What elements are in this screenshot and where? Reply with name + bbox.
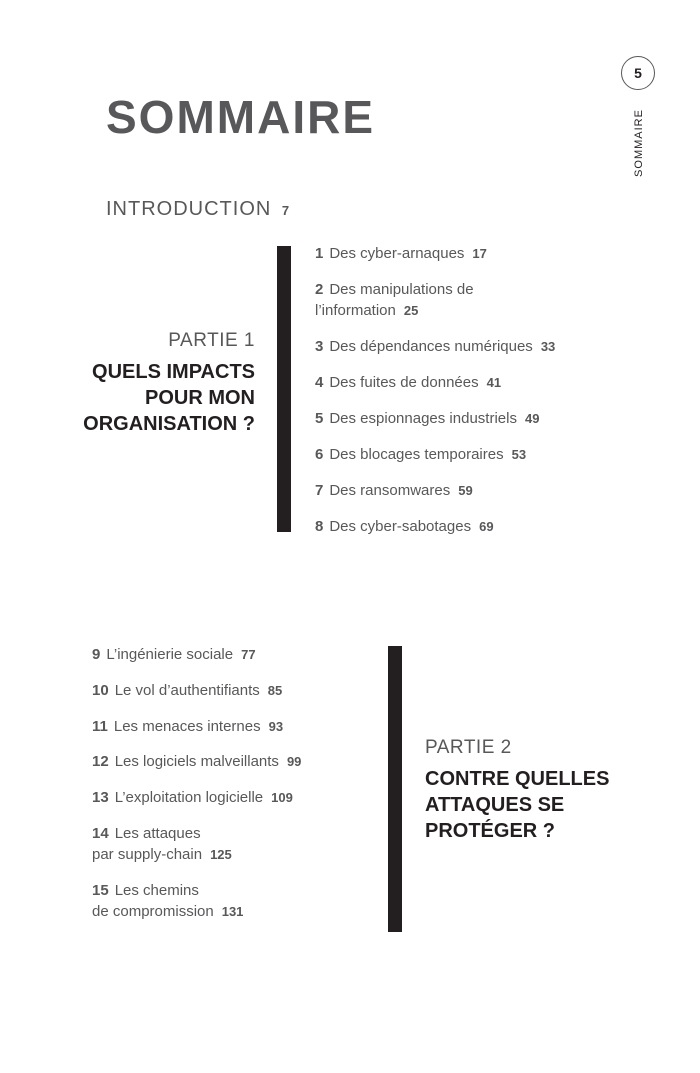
chapter-number: 5 (315, 410, 324, 427)
part1-divider-bar (277, 246, 291, 532)
chapter-page: 125 (210, 847, 232, 862)
chapter-title: Des fuites de données (329, 374, 479, 391)
toc-chapter-10[interactable] (92, 680, 282, 701)
part1-title-line: POUR MON (145, 386, 255, 409)
chapter-title-line: Les attaques (114, 825, 201, 842)
chapter-number: 10 (92, 682, 109, 699)
chapter-page: 25 (403, 303, 419, 318)
chapter-page: 53 (511, 447, 527, 462)
chapter-title-line: par supply-chain (92, 846, 203, 863)
chapter-number: 4 (315, 374, 324, 391)
part2-title-line: ATTAQUES SE (425, 793, 565, 816)
chapter-number: 7 (315, 482, 324, 499)
part2-title (425, 766, 665, 844)
chapter-number: 9 (92, 646, 101, 663)
page-number: 5 (621, 56, 655, 90)
toc-chapter-7[interactable] (315, 480, 473, 501)
toc-chapter-1[interactable] (315, 243, 487, 264)
toc-chapter-2[interactable] (315, 279, 474, 321)
chapter-title: Des cyber-arnaques (329, 245, 465, 262)
introduction-page: 7 (281, 203, 291, 218)
part1-title (15, 359, 255, 437)
part2-divider-bar (388, 646, 402, 932)
chapter-page: 33 (540, 339, 556, 354)
chapter-title: Les logiciels malveillants (114, 753, 279, 770)
chapter-number: 11 (92, 718, 108, 735)
chapter-title: Les menaces internes (113, 718, 261, 735)
introduction-label: INTRODUCTION (106, 198, 272, 220)
chapter-title: Des espionnages industriels (329, 410, 517, 427)
chapter-title: Des ransomwares (329, 482, 451, 499)
chapter-number: 15 (92, 882, 109, 899)
chapter-number: 1 (315, 245, 324, 262)
chapter-page: 69 (479, 519, 494, 534)
chapter-page: 109 (271, 790, 293, 805)
chapter-title-line: Les chemins (114, 882, 199, 899)
chapter-title: Des dépendances numériques (329, 338, 533, 355)
chapter-page: 41 (486, 375, 502, 390)
chapter-page: 131 (221, 904, 244, 919)
chapter-page: 59 (458, 483, 473, 498)
side-running-header: SOMMAIRE (633, 109, 645, 177)
chapter-title-line: Des manipulations de (329, 281, 474, 298)
toc-chapter-13[interactable] (92, 787, 293, 808)
chapter-number: 14 (92, 825, 109, 842)
toc-introduction[interactable] (106, 198, 290, 221)
part2-title-line: CONTRE QUELLES (425, 767, 610, 790)
toc-chapter-9[interactable] (92, 644, 256, 665)
toc-chapter-14[interactable] (92, 823, 232, 865)
toc-chapter-5[interactable] (315, 408, 539, 429)
chapter-number: 6 (315, 446, 324, 463)
toc-chapter-12[interactable] (92, 751, 301, 772)
chapter-page: 85 (267, 683, 283, 698)
part2-label: PARTIE 2 (425, 737, 512, 758)
toc-chapter-8[interactable] (315, 516, 494, 537)
chapter-title: L’exploitation logicielle (114, 789, 264, 806)
part2-heading (425, 737, 665, 844)
chapter-number: 3 (315, 338, 324, 355)
chapter-page: 77 (241, 647, 256, 662)
part1-label: PARTIE 1 (168, 330, 255, 351)
chapter-number: 2 (315, 281, 324, 298)
chapter-number: 13 (92, 789, 109, 806)
chapter-title: Le vol d’authentifiants (114, 682, 260, 699)
toc-chapter-11[interactable] (92, 716, 283, 737)
part1-heading (15, 330, 255, 437)
chapter-page: 17 (472, 246, 487, 261)
chapter-title-line: l’information (315, 302, 396, 319)
chapter-title: Des blocages temporaires (329, 446, 504, 463)
chapter-page: 99 (286, 754, 302, 769)
toc-chapter-4[interactable] (315, 372, 501, 393)
chapter-page: 49 (524, 411, 540, 426)
chapter-number: 12 (92, 753, 109, 770)
chapter-number: 8 (315, 518, 324, 535)
part1-title-line: QUELS IMPACTS (92, 360, 255, 383)
part1-title-line: ORGANISATION ? (83, 412, 255, 435)
toc-chapter-3[interactable] (315, 336, 555, 357)
chapter-title: Des cyber-sabotages (329, 518, 472, 535)
chapter-title-line: de compromission (92, 903, 214, 920)
toc-chapter-15[interactable] (92, 880, 243, 922)
chapter-title: L’ingénierie sociale (106, 646, 234, 663)
toc-chapter-6[interactable] (315, 444, 526, 465)
page-title: SOMMAIRE (106, 91, 375, 143)
part2-title-line: PROTÉGER ? (425, 819, 556, 842)
chapter-page: 93 (268, 719, 284, 734)
